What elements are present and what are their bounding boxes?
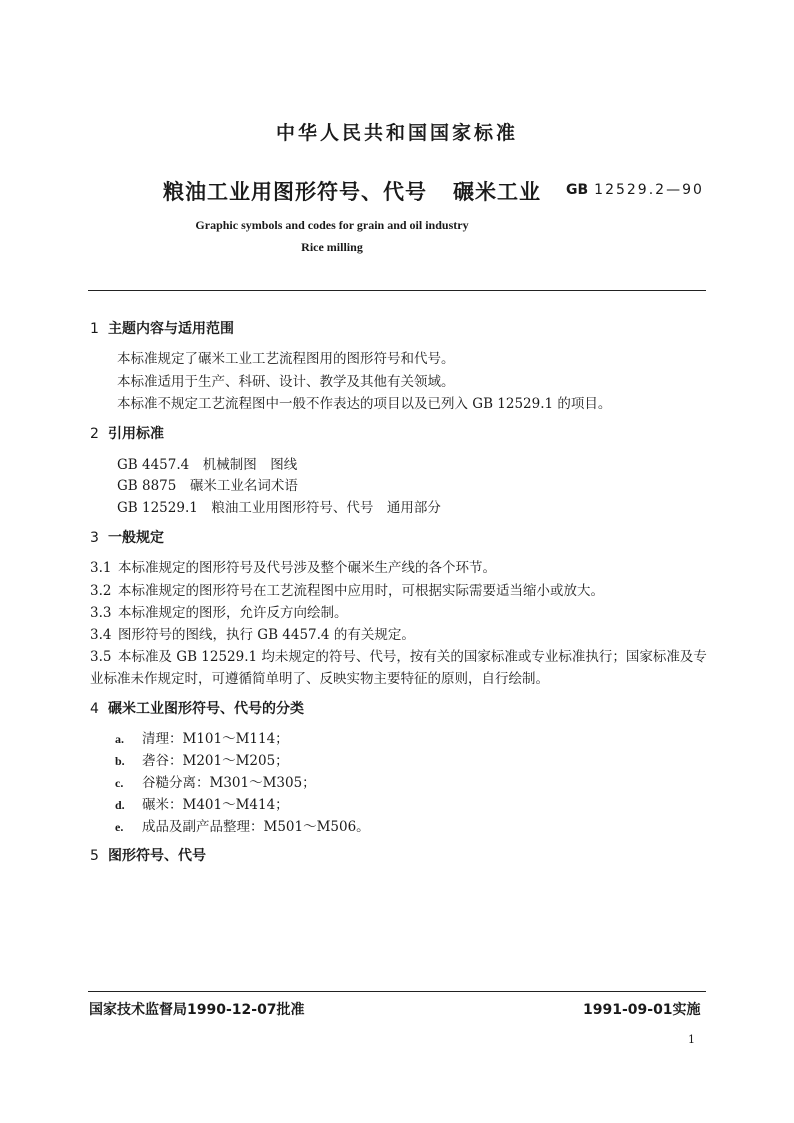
header-divider [88,290,706,291]
list-text: 碾米：M401～M414； [142,797,289,813]
section-1-paragraph: 本标准不规定工艺流程图中一般不作表达的项目以及已列入 GB 12529.1 的项目。 [117,396,612,412]
title-sub: 碾米工业 [453,180,541,204]
section-1-paragraph: 本标准规定了碾米工业工艺流程图用的图形符号和代号。 [117,351,455,367]
section-number: 5 [90,848,99,864]
list-item [115,749,289,769]
clause-number: 3.4 [90,627,112,643]
section-number: 1 [90,321,99,337]
clause-number: 3.1 [90,560,112,576]
list-text: 谷糙分离：M301～M305； [142,775,316,791]
clause-text: 图形符号的图线，执行 GB 4457.4 的有关规定。 [118,627,415,643]
list-item [115,727,289,747]
list-marker: c. [115,776,124,790]
section-title: 碾米工业图形符号、代号的分类 [108,701,304,717]
clause-text: 本标准规定的图形符号在工艺流程图中应用时，可根据实际需要适当缩小或放大。 [118,583,604,599]
clause-text: 本标准规定的图形，允许反方向绘制。 [118,605,348,621]
clause-number: 3.5 [90,649,112,665]
issuing-organization: 中华人民共和国国家标准 [275,122,518,144]
list-item [115,793,289,813]
list-marker: b. [115,754,125,768]
list-text: 清理：M101～M114； [142,731,289,747]
section-title: 引用标准 [108,426,164,442]
list-text: 砻谷：M201～M205； [142,753,289,769]
footer-divider [88,991,706,992]
section-5-heading [90,845,206,865]
list-marker: e. [115,820,124,834]
section-title: 主题内容与适用范围 [108,321,234,337]
english-title-line1: Graphic symbols and codes for grain and oil industry [195,218,469,232]
section-title: 图形符号、代号 [108,848,206,864]
section-4-heading [90,698,304,718]
section-number: 3 [90,530,99,546]
list-marker: a. [115,732,124,746]
implementation-line: 1991-09-01实施 [583,1002,701,1018]
section-2-heading [90,423,164,443]
english-title-line2: Rice milling [301,240,363,254]
standard-code [566,182,704,198]
clause-item [90,601,348,621]
reference-item: GB 4457.4 机械制图 图线 [117,457,298,473]
standard-code-number: 12529.2—90 [594,182,704,198]
section-number: 2 [90,426,99,442]
section-3-heading [90,527,164,547]
list-marker: d. [115,798,125,812]
list-text: 成品及副产品整理：M501～M506。 [142,819,370,835]
clause-continuation: 业标准未作规定时，可遵循简单明了、反映实物主要特征的原则，自行绘制。 [90,671,549,687]
standard-code-prefix: GB [566,182,589,198]
clause-item [90,623,415,643]
section-1-heading [90,318,234,338]
clause-number: 3.3 [90,605,112,621]
section-title: 一般规定 [108,530,164,546]
reference-item: GB 8875 碾米工业名词术语 [117,478,298,494]
list-item [115,771,316,791]
clause-text: 本标准规定的图形符号及代号涉及整个碾米生产线的各个环节。 [118,560,496,576]
page-number: 1 [688,1033,695,1046]
section-1-paragraph: 本标准适用于生产、科研、设计、教学及其他有关领域。 [117,374,455,390]
clause-text: 本标准及 GB 12529.1 均未规定的符号、代号，按有关的国家标准或专业标准执行；国家标准及专 [118,649,707,665]
clause-item [90,579,604,599]
section-number: 4 [90,701,99,717]
clause-number: 3.2 [90,583,112,599]
document-title [163,176,541,206]
title-main: 粮油工业用图形符号、代号 [163,180,427,204]
list-item [115,815,370,835]
reference-item: GB 12529.1 粮油工业用图形符号、代号 通用部分 [117,500,441,516]
clause-item [90,556,496,576]
approval-line: 国家技术监督局1990-12-07批准 [89,1002,305,1018]
clause-item [90,645,707,665]
